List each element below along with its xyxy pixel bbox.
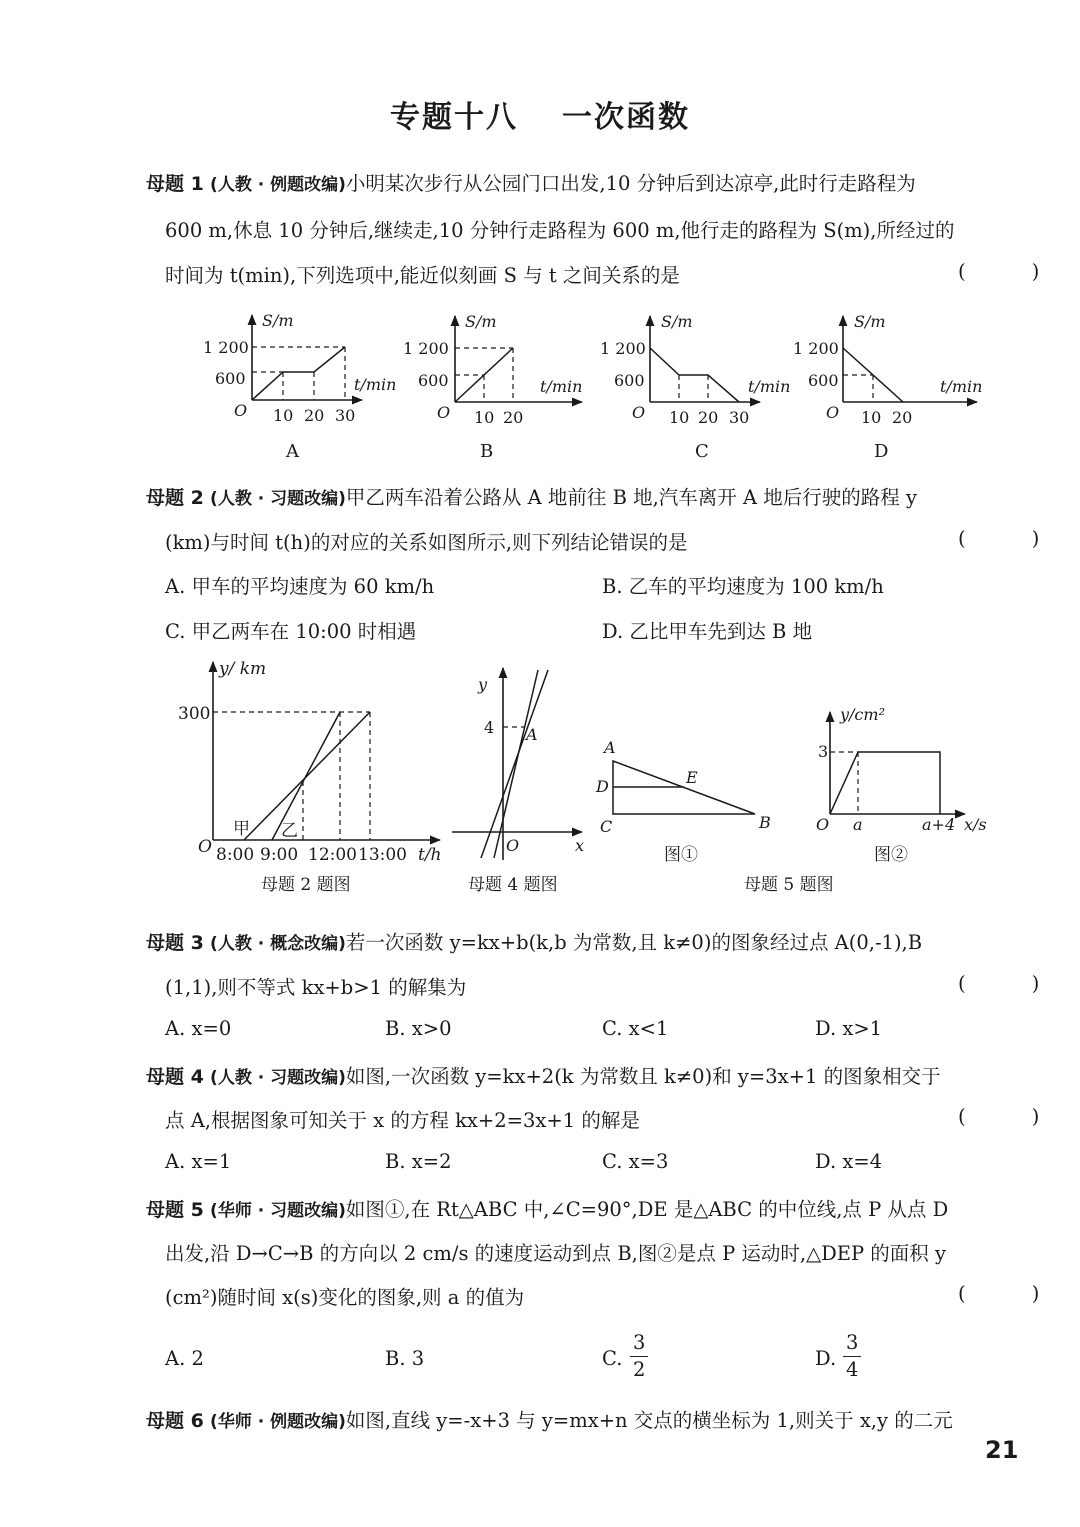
q3-option-a: A. x=0 bbox=[165, 1017, 232, 1040]
q5-source: (华师 · 习题改编) bbox=[210, 1201, 346, 1221]
fig5-y3: 3 bbox=[818, 742, 829, 761]
q5-figure-1 bbox=[595, 738, 771, 865]
q4-answer-blank: ( ) bbox=[958, 1105, 1070, 1128]
graph-a-ylabel: S/m bbox=[262, 311, 294, 330]
fig4-caption: 母题 4 题图 bbox=[468, 875, 558, 895]
q1-line3: 时间为 t(min),下列选项中,能近似刻画 S 与 t 之间关系的是 bbox=[165, 264, 680, 287]
q1-source: (人教 · 例题改编) bbox=[210, 175, 346, 195]
fig4-line-3x1 bbox=[494, 670, 538, 858]
graph-c-caption: C bbox=[695, 441, 709, 462]
q5-line1 bbox=[146, 1194, 948, 1222]
q6-source: (华师 · 例题改编) bbox=[210, 1412, 346, 1432]
graph-b-y1200: 1 200 bbox=[403, 339, 449, 358]
fig2-origin: O bbox=[198, 837, 212, 857]
q2-source: (人教 · 习题改编) bbox=[210, 489, 346, 509]
graph-d-origin: O bbox=[826, 403, 840, 422]
q2-option-d: D. 乙比甲车先到达 B 地 bbox=[602, 620, 813, 643]
graph-c-x10: 10 bbox=[669, 408, 690, 427]
graph-a-x30: 30 bbox=[335, 406, 356, 425]
graph-c-x20: 20 bbox=[698, 408, 719, 427]
graph-b-y600: 600 bbox=[418, 371, 449, 390]
fig5-graph-line bbox=[830, 752, 940, 814]
q3-option-d: D. x>1 bbox=[815, 1017, 883, 1040]
q5-option-c-numerator: 3 bbox=[630, 1330, 648, 1357]
q4-text1: 如图,一次函数 y=kx+2(k 为常数且 k≠0)和 y=3x+1 的图象相交于 bbox=[345, 1065, 941, 1088]
q3-answer-blank: ( ) bbox=[958, 972, 1070, 995]
q4-line1 bbox=[146, 1061, 941, 1089]
fig5-label-d: D bbox=[596, 777, 609, 796]
q5-option-d-denominator: 4 bbox=[846, 1358, 859, 1381]
fig5-label-c: C bbox=[600, 817, 613, 836]
graph-b-caption: B bbox=[480, 441, 494, 462]
q4-option-a: A. x=1 bbox=[165, 1150, 232, 1173]
q4-line2: 点 A,根据图象可知关于 x 的方程 kx+2=3x+1 的解是 bbox=[165, 1109, 640, 1132]
q4-figure bbox=[452, 668, 584, 895]
fig4-line-kx2 bbox=[481, 670, 548, 858]
q4-option-d: D. x=4 bbox=[815, 1150, 883, 1173]
graph-a-x10: 10 bbox=[273, 406, 294, 425]
q1-line2: 600 m,休息 10 分钟后,继续走,10 分钟行走路程为 600 m,他行走的路程为 S(m),所经过的 bbox=[165, 219, 955, 242]
q5-option-c-fraction bbox=[630, 1330, 648, 1383]
page-number: 21 bbox=[985, 1436, 1019, 1464]
fig4-xlabel: x bbox=[575, 836, 585, 855]
fig5-xlabel: x/s bbox=[964, 815, 987, 834]
title-topic: 专题十八 bbox=[390, 100, 518, 135]
q1-tag: 母题 1 bbox=[146, 173, 204, 195]
q5-line2: 出发,沿 D→C→B 的方向以 2 cm/s 的速度运动到点 B,图②是点 P 运动时,△DEP 的面积 y bbox=[165, 1242, 946, 1265]
graph-b-origin: O bbox=[437, 403, 451, 422]
fig2-y300: 300 bbox=[178, 704, 211, 724]
graph-a-x20: 20 bbox=[304, 406, 325, 425]
graph-a-y1200: 1 200 bbox=[203, 338, 249, 357]
q3-source: (人教 · 概念改编) bbox=[210, 934, 346, 954]
graph-b-x10: 10 bbox=[474, 408, 495, 427]
q5-figure-2 bbox=[816, 705, 987, 865]
q2-tag: 母题 2 bbox=[146, 487, 204, 509]
fig5-ylabel: y/cm² bbox=[840, 705, 885, 724]
graph-d-caption: D bbox=[874, 441, 889, 462]
graph-c-x30: 30 bbox=[729, 408, 750, 427]
q5-option-d-numerator: 3 bbox=[843, 1330, 861, 1357]
fig4-ylabel: y bbox=[478, 675, 488, 694]
q3-line1 bbox=[146, 927, 922, 955]
fig2-t4: 13:00 bbox=[358, 845, 407, 865]
q5-option-a: A. 2 bbox=[165, 1347, 204, 1370]
graph-b-xlabel: t/min bbox=[540, 377, 583, 396]
graph-a-caption: A bbox=[286, 441, 299, 462]
q1-answer-blank: ( ) bbox=[958, 260, 1070, 283]
fig4-point-a: A bbox=[526, 725, 538, 744]
q6-line1 bbox=[146, 1405, 953, 1433]
graph-c-y600: 600 bbox=[614, 371, 645, 390]
fig4-y4: 4 bbox=[484, 718, 495, 737]
q2-option-b: B. 乙车的平均速度为 100 km/h bbox=[602, 575, 884, 598]
fig2-ylabel: y/ km bbox=[219, 659, 267, 679]
q5-option-d-label: D. bbox=[815, 1347, 837, 1370]
q2-text1: 甲乙两车沿着公路从 A 地前往 B 地,汽车离开 A 地后行驶的路程 y bbox=[345, 486, 917, 509]
q3-text1: 若一次函数 y=kx+b(k,b 为常数,且 k≠0)的图象经过点 A(0,-1),B bbox=[345, 931, 923, 954]
q2-line2: (km)与时间 t(h)的对应的关系如图所示,则下列结论错误的是 bbox=[165, 531, 688, 554]
fig2-t3: 12:00 bbox=[308, 845, 357, 865]
q5-option-c-label: C. bbox=[602, 1347, 623, 1370]
q4-tag: 母题 4 bbox=[146, 1066, 204, 1088]
title-subject: 一次函数 bbox=[562, 100, 690, 135]
fig5-label-b: B bbox=[759, 813, 771, 832]
fig2-caption: 母题 2 题图 bbox=[261, 875, 351, 895]
fig5-caption: 母题 5 题图 bbox=[744, 875, 834, 895]
q2-option-c: C. 甲乙两车在 10:00 时相遇 bbox=[165, 620, 417, 643]
fig2-label-yi: 乙 bbox=[281, 821, 298, 841]
fig4-origin: O bbox=[506, 836, 520, 855]
fig2-t1: 8:00 bbox=[216, 845, 255, 865]
graph-a-origin: O bbox=[234, 401, 248, 420]
fig5-origin: O bbox=[816, 815, 830, 834]
q3-tag: 母题 3 bbox=[146, 932, 204, 954]
graph-d-x10: 10 bbox=[861, 408, 882, 427]
graph-c-y1200: 1 200 bbox=[600, 339, 646, 358]
fig2-line-jia bbox=[244, 712, 370, 840]
q5-tag: 母题 5 bbox=[146, 1199, 204, 1221]
graph-d-ylabel: S/m bbox=[854, 312, 886, 331]
fig5-cap1: 图① bbox=[664, 845, 698, 865]
fig2-label-jia: 甲 bbox=[233, 819, 250, 839]
fig2-t2: 9:00 bbox=[260, 845, 299, 865]
q2-answer-blank: ( ) bbox=[958, 527, 1070, 550]
q4-option-b: B. x=2 bbox=[385, 1150, 452, 1173]
graph-d-y600: 600 bbox=[808, 371, 839, 390]
fig5-label-a: A bbox=[604, 738, 616, 757]
graph-d-x20: 20 bbox=[892, 408, 913, 427]
fig5-xa4: a+4 bbox=[922, 815, 956, 834]
graph-a-xlabel: t/min bbox=[354, 375, 397, 394]
q3-option-c: C. x<1 bbox=[602, 1017, 669, 1040]
graph-c-xlabel: t/min bbox=[748, 377, 791, 396]
graph-b-x20: 20 bbox=[503, 408, 524, 427]
q6-tag: 母题 6 bbox=[146, 1410, 204, 1432]
q5-answer-blank: ( ) bbox=[958, 1282, 1070, 1305]
fig2-xlabel: t/h bbox=[418, 845, 442, 865]
q5-option-c-denominator: 2 bbox=[633, 1358, 646, 1381]
graph-d-xlabel: t/min bbox=[940, 377, 983, 396]
graph-a-y600: 600 bbox=[215, 369, 246, 388]
graph-c-ylabel: S/m bbox=[661, 312, 693, 331]
q3-option-b: B. x>0 bbox=[385, 1017, 452, 1040]
q2-figure bbox=[178, 659, 442, 895]
q3-line2: (1,1),则不等式 kx+b>1 的解集为 bbox=[165, 976, 467, 999]
fig5-label-e: E bbox=[686, 768, 698, 787]
q5-text1: 如图①,在 Rt△ABC 中,∠C=90°,DE 是△ABC 的中位线,点 P 从点 D bbox=[345, 1198, 949, 1221]
q5-option-d-fraction bbox=[843, 1330, 861, 1383]
graph-c-origin: O bbox=[632, 403, 646, 422]
graph-d-y1200: 1 200 bbox=[793, 339, 839, 358]
q1-text1: 小明某次步行从公园门口出发,10 分钟后到达凉亭,此时行走路程为 bbox=[345, 172, 916, 195]
q5-option-b: B. 3 bbox=[385, 1347, 425, 1370]
fig5-cap2: 图② bbox=[874, 845, 908, 865]
q4-option-c: C. x=3 bbox=[602, 1150, 669, 1173]
q5-line3: (cm²)随时间 x(s)变化的图象,则 a 的值为 bbox=[165, 1286, 525, 1309]
graph-b-ylabel: S/m bbox=[465, 312, 497, 331]
fig5-xa: a bbox=[853, 815, 863, 834]
q2-option-a: A. 甲车的平均速度为 60 km/h bbox=[165, 575, 435, 598]
q6-text1: 如图,直线 y=-x+3 与 y=mx+n 交点的横坐标为 1,则关于 x,y 的二元 bbox=[345, 1409, 953, 1432]
q4-source: (人教 · 习题改编) bbox=[210, 1068, 346, 1088]
